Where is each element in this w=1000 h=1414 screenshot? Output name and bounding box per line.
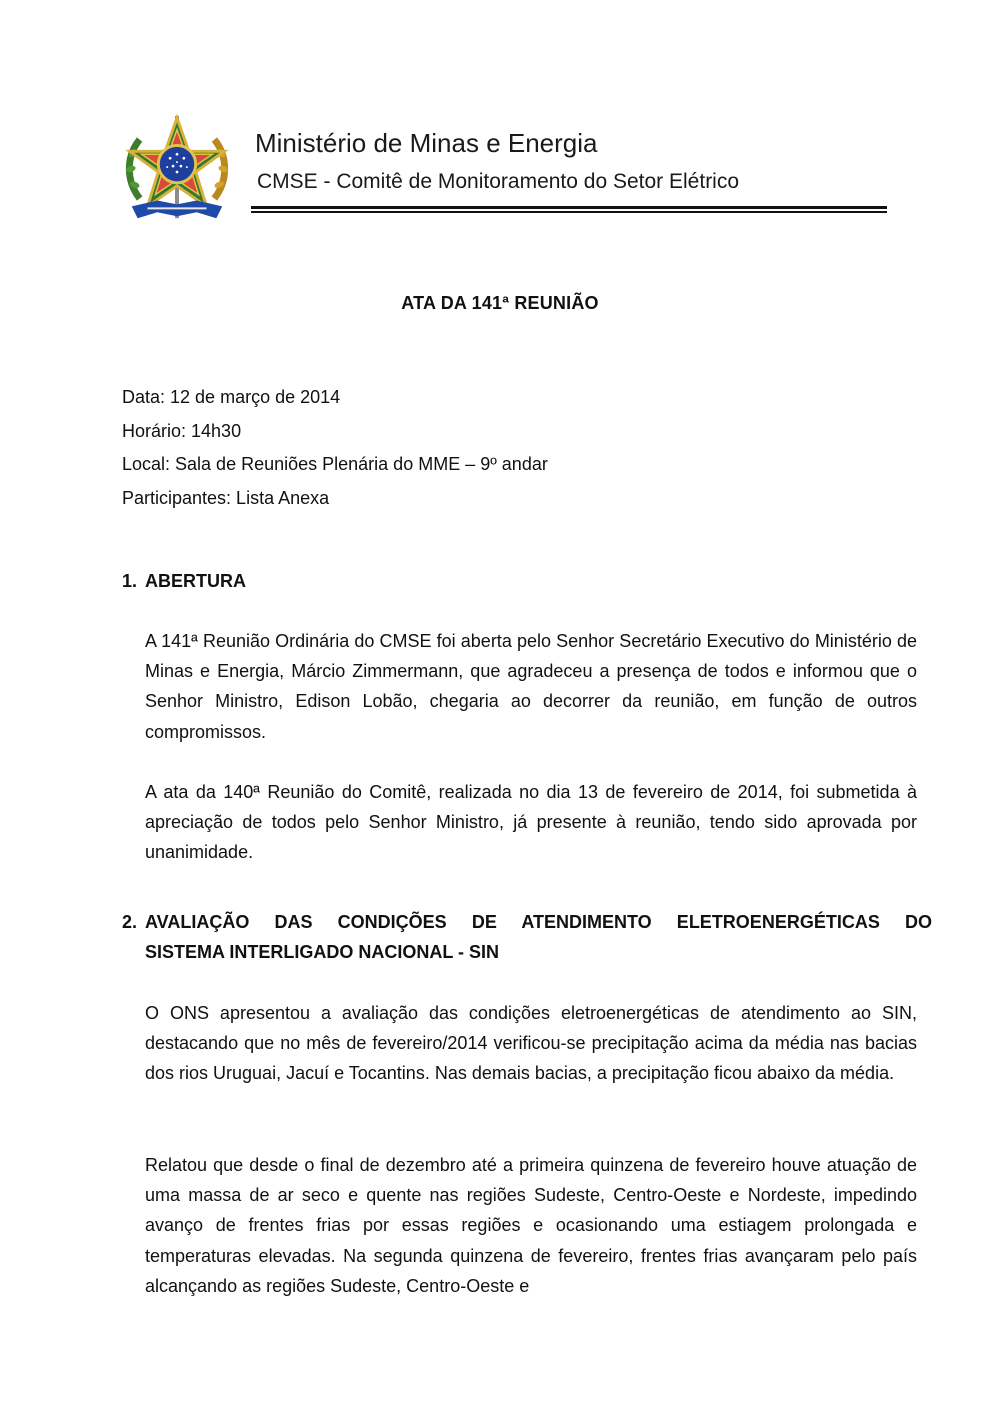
paragraph: Relatou que desde o final de dezembro até a primeira quinzena de fevereiro houve atuação de uma massa de ar seco e quente nas regiões Sudeste, Centro-Oeste e Nordeste, impedindo avanço de frentes frias por essas regiões e ocasionando uma estiagem prolongada e temperaturas elevadas. Na segunda quinzena de fevereiro, frentes frias avançaram pelo país alcançando as regiões Sudeste, Centro-Oeste e <box>145 1155 917 1296</box>
coat-of-arms-emblem <box>118 112 236 230</box>
paragraph: O ONS apresentou a avaliação das condições eletroenergéticas de atendimento ao SIN, destacando que no mês de fevereiro/2014 verificou-se precipitação acima da média nas bacias dos rios Uruguai, Jacuí e Tocantins. Nas demais bacias, a precipitação ficou abaixo da média. <box>145 1003 917 1084</box>
section-title-line-1: AVALIAÇÃO DAS CONDIÇÕES DE ATENDIMENTO ELETROENERGÉTICAS DO <box>145 912 932 932</box>
meeting-date: Data: 12 de março de 2014 <box>122 387 341 407</box>
section-heading <box>122 566 246 596</box>
meeting-participants: Participantes: Lista Anexa <box>122 488 330 509</box>
meeting-location: Local: Sala de Reuniões Plenária do MME – 9º andar <box>122 454 548 475</box>
ministry-name: Ministério de Minas e Energia <box>255 128 598 158</box>
meeting-details <box>122 381 548 516</box>
section-heading <box>122 907 932 962</box>
section-title: ABERTURA <box>145 571 246 591</box>
header-rule-thin <box>251 211 887 213</box>
section-number: 1. <box>122 571 138 591</box>
meeting-time: Horário: 14h30 <box>122 420 242 441</box>
section-number: 2. <box>122 912 138 932</box>
header-rule-thick <box>251 206 887 209</box>
document-title: ATA DA 141ª REUNIÃO <box>401 293 599 313</box>
section-title-line-2: SISTEMA INTERLIGADO NACIONAL - SIN <box>145 942 500 962</box>
committee-name: CMSE - Comitê de Monitoramento do Setor Elétrico <box>257 170 740 193</box>
paragraph: A ata da 140ª Reunião do Comitê, realizada no dia 13 de fevereiro de 2014, foi submetida à apreciação de todos pelo Senhor Ministro, já presente à reunião, tendo sido aprovada por unanimidade. <box>145 782 917 863</box>
paragraph: A 141ª Reunião Ordinária do CMSE foi aberta pelo Senhor Secretário Executivo do Ministério de Minas e Energia, Márcio Zimmermann, que agradeceu a presença de todos e informou que o Senhor Ministro, Edison Lobão, chegaria ao decorrer da reunião, em função de outros compromissos. <box>145 631 917 742</box>
